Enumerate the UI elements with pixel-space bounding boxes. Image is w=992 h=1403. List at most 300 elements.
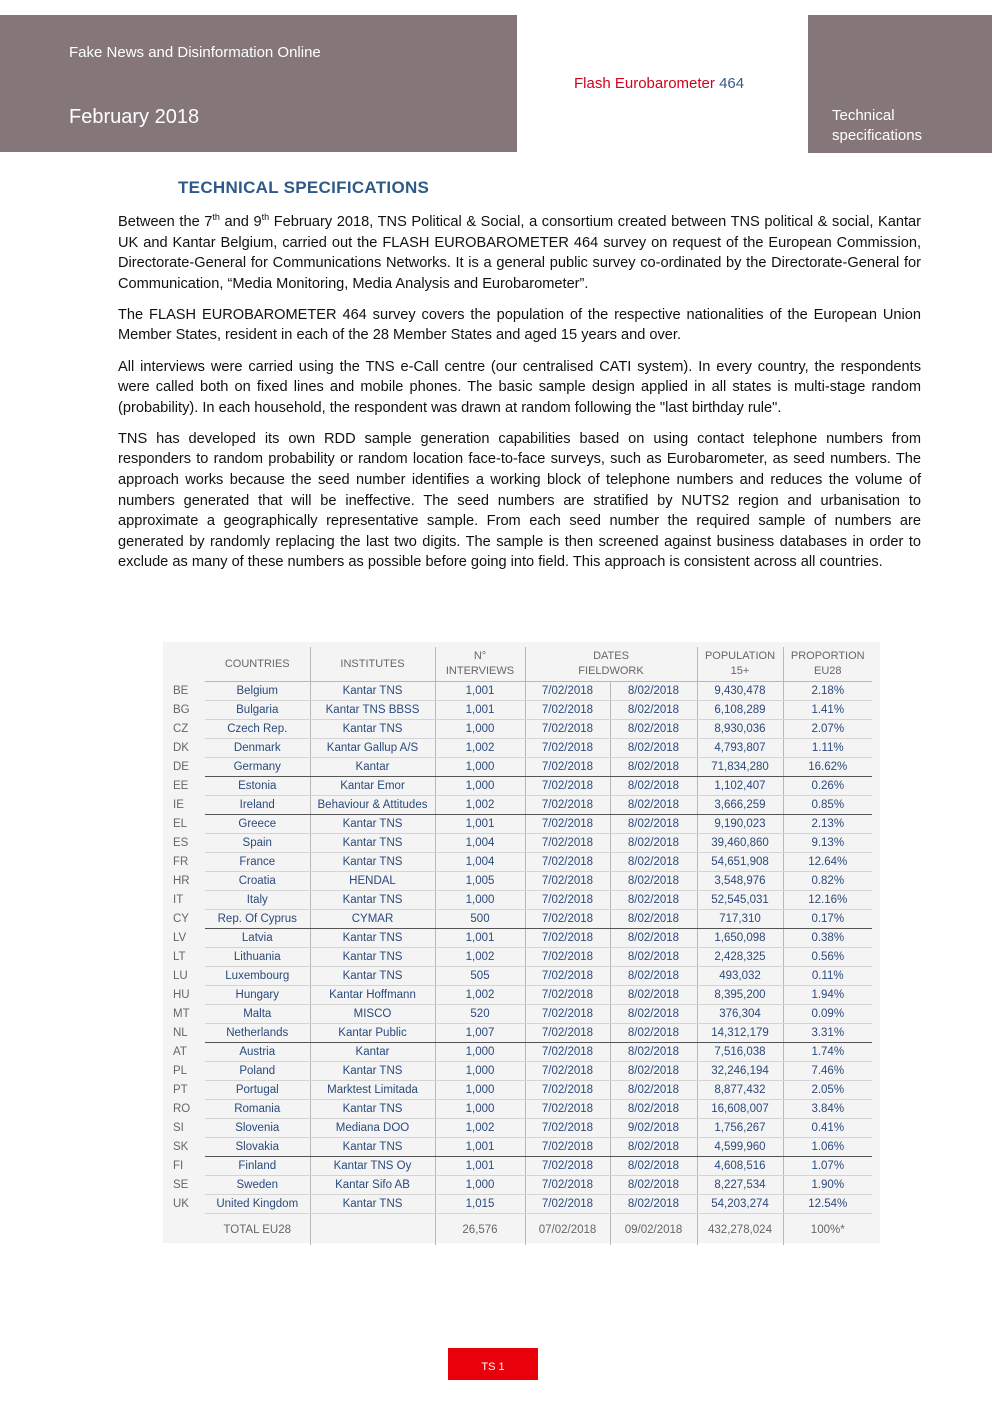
table-row	[163, 910, 880, 929]
total-start-cell: 07/02/2018	[525, 1214, 610, 1246]
row-spacer	[872, 796, 880, 815]
fieldwork-start-cell: 7/02/2018	[525, 853, 610, 872]
population-cell: 52,545,031	[697, 891, 783, 910]
population-cell: 1,650,098	[697, 929, 783, 948]
institute-cell: Kantar TNS	[310, 1062, 435, 1081]
proportion-cell: 1.06%	[783, 1138, 872, 1157]
population-cell: 376,304	[697, 1005, 783, 1024]
table-row	[163, 986, 880, 1005]
institute-cell: Kantar TNS	[310, 948, 435, 967]
interviews-cell: 1,002	[435, 1119, 525, 1138]
fieldwork-start-cell: 7/02/2018	[525, 1024, 610, 1043]
section-label: Technical specifications	[832, 107, 923, 144]
country-code-cell: RO	[173, 1103, 191, 1115]
population-cell: 7,516,038	[697, 1043, 783, 1062]
total-code-cell	[163, 1214, 205, 1246]
country-code-cell: MT	[173, 1008, 190, 1020]
interviews-cell: 1,007	[435, 1024, 525, 1043]
fieldwork-start-cell: 7/02/2018	[525, 1081, 610, 1100]
proportion-cell: 3.84%	[783, 1100, 872, 1119]
population-cell: 8,877,432	[697, 1081, 783, 1100]
fieldwork-start-cell: 7/02/2018	[525, 758, 610, 777]
country-cell: Slovenia	[205, 1119, 310, 1138]
country-cell: Rep. Of Cyprus	[205, 910, 310, 929]
table-row	[163, 872, 880, 891]
row-spacer	[872, 929, 880, 948]
country-cell: Poland	[205, 1062, 310, 1081]
institute-cell: CYMAR	[310, 910, 435, 929]
country-code-cell: NL	[173, 1027, 188, 1039]
institute-cell: Kantar TNS	[310, 834, 435, 853]
body-text	[118, 212, 921, 584]
fieldwork-end-cell: 8/02/2018	[610, 1100, 697, 1119]
population-cell: 16,608,007	[697, 1100, 783, 1119]
proportion-cell: 0.17%	[783, 910, 872, 929]
proportion-cell: 0.26%	[783, 777, 872, 796]
fieldwork-end-cell: 8/02/2018	[610, 1157, 697, 1176]
country-code-cell: ES	[173, 837, 189, 849]
row-spacer	[872, 1024, 880, 1043]
row-spacer	[872, 1100, 880, 1119]
total-proportion-cell: 100%*	[783, 1214, 872, 1246]
page-number-badge: TS 1	[448, 1348, 538, 1380]
fieldwork-start-cell: 7/02/2018	[525, 1157, 610, 1176]
population-cell: 32,246,194	[697, 1062, 783, 1081]
population-cell: 8,227,534	[697, 1176, 783, 1195]
interviews-cell: 1,004	[435, 853, 525, 872]
paragraph-1	[118, 212, 921, 294]
country-cell: Spain	[205, 834, 310, 853]
total-interviews-cell: 26,576	[435, 1214, 525, 1246]
country-code-cell: IT	[173, 894, 184, 906]
country-cell: Malta	[205, 1005, 310, 1024]
country-code-cell: SK	[173, 1141, 189, 1153]
institute-cell: MISCO	[310, 1005, 435, 1024]
population-cell: 6,108,289	[697, 701, 783, 720]
table-header-row	[163, 647, 880, 682]
fieldwork-end-cell: 8/02/2018	[610, 739, 697, 758]
institute-cell: Kantar TNS	[310, 929, 435, 948]
institute-cell: Kantar TNS	[310, 853, 435, 872]
population-cell: 54,651,908	[697, 853, 783, 872]
interviews-cell: 1,001	[435, 929, 525, 948]
country-cell: Belgium	[205, 682, 310, 701]
row-spacer	[872, 986, 880, 1005]
row-spacer	[872, 872, 880, 891]
country-code-cell: SE	[173, 1179, 189, 1191]
population-cell: 14,312,179	[697, 1024, 783, 1043]
population-cell: 2,428,325	[697, 948, 783, 967]
fieldwork-start-cell: 7/02/2018	[525, 1195, 610, 1214]
total-institute-cell	[310, 1214, 435, 1246]
country-cell: France	[205, 853, 310, 872]
proportion-cell: 1.41%	[783, 701, 872, 720]
total-end-cell: 09/02/2018	[610, 1214, 697, 1246]
population-cell: 4,599,960	[697, 1138, 783, 1157]
proportion-cell: 2.13%	[783, 815, 872, 834]
interviews-cell: 500	[435, 910, 525, 929]
country-code-cell: CY	[173, 913, 189, 925]
proportion-cell: 0.38%	[783, 929, 872, 948]
header-proportion	[783, 647, 872, 682]
proportion-cell: 12.64%	[783, 853, 872, 872]
country-code-cell: LU	[173, 970, 188, 982]
header-proportion-line1: PROPORTION	[790, 650, 865, 662]
proportion-cell: 3.31%	[783, 1024, 872, 1043]
p1-sup-1: th	[212, 212, 220, 223]
total-label-cell: TOTAL EU28	[223, 1223, 292, 1236]
population-cell: 9,190,023	[697, 815, 783, 834]
country-code-cell: HR	[173, 875, 190, 887]
country-code-cell: AT	[173, 1046, 187, 1058]
proportion-cell: 0.82%	[783, 872, 872, 891]
header-interviews-line1: N°	[473, 650, 487, 662]
row-spacer	[872, 1176, 880, 1195]
fieldwork-start-cell: 7/02/2018	[525, 948, 610, 967]
country-cell: Portugal	[205, 1081, 310, 1100]
table-row	[163, 758, 880, 777]
table-row	[163, 1043, 880, 1062]
table-row	[163, 701, 880, 720]
fieldwork-start-cell: 7/02/2018	[525, 1043, 610, 1062]
proportion-cell: 1.07%	[783, 1157, 872, 1176]
institute-cell: Kantar Hoffmann	[310, 986, 435, 1005]
country-code-cell: FR	[173, 856, 189, 868]
population-cell: 1,756,267	[697, 1119, 783, 1138]
country-cell: Italy	[205, 891, 310, 910]
table-row	[163, 853, 880, 872]
series-number: 464	[719, 75, 745, 92]
fieldwork-end-cell: 8/02/2018	[610, 758, 697, 777]
institute-cell: Kantar Sifo AB	[310, 1176, 435, 1195]
institute-cell: Marktest Limitada	[310, 1081, 435, 1100]
interviews-cell: 1,002	[435, 739, 525, 758]
institute-cell: Kantar Public	[310, 1024, 435, 1043]
table-row	[163, 1062, 880, 1081]
fieldwork-end-cell: 8/02/2018	[610, 701, 697, 720]
institute-cell: Kantar TNS Oy	[310, 1157, 435, 1176]
proportion-cell: 12.54%	[783, 1195, 872, 1214]
population-cell: 1,102,407	[697, 777, 783, 796]
header-dates-line1: DATES	[593, 650, 629, 662]
fieldwork-end-cell: 8/02/2018	[610, 1043, 697, 1062]
fieldwork-end-cell: 8/02/2018	[610, 1062, 697, 1081]
table-row	[163, 891, 880, 910]
country-cell: Latvia	[205, 929, 310, 948]
fieldwork-start-cell: 7/02/2018	[525, 796, 610, 815]
table-row	[163, 1176, 880, 1195]
row-spacer	[872, 1005, 880, 1024]
country-code-cell: BG	[173, 704, 190, 716]
proportion-cell: 0.41%	[783, 1119, 872, 1138]
header-interviews-line2: INTERVIEWS	[445, 665, 515, 677]
country-code-cell: IE	[173, 799, 184, 811]
population-cell: 4,608,516	[697, 1157, 783, 1176]
institute-cell: Kantar TNS	[310, 967, 435, 986]
fieldwork-start-cell: 7/02/2018	[525, 986, 610, 1005]
institute-cell: Kantar TNS BBSS	[310, 701, 435, 720]
proportion-cell: 1.90%	[783, 1176, 872, 1195]
proportion-cell: 0.85%	[783, 796, 872, 815]
proportion-cell: 16.62%	[783, 758, 872, 777]
fieldwork-start-cell: 7/02/2018	[525, 1138, 610, 1157]
table-row	[163, 948, 880, 967]
institute-cell: Kantar	[310, 1043, 435, 1062]
fieldwork-start-cell: 7/02/2018	[525, 1119, 610, 1138]
fieldwork-end-cell: 8/02/2018	[610, 1024, 697, 1043]
country-code-cell: CZ	[173, 723, 189, 735]
country-code-cell: PL	[173, 1065, 188, 1077]
proportion-cell: 0.56%	[783, 948, 872, 967]
institute-cell: Behaviour & Attitudes	[310, 796, 435, 815]
institute-cell: HENDAL	[310, 872, 435, 891]
table-total-row	[163, 1214, 880, 1246]
proportion-cell: 1.74%	[783, 1043, 872, 1062]
p1-text-b: and 9	[219, 214, 262, 230]
population-cell: 39,460,860	[697, 834, 783, 853]
fieldwork-start-cell: 7/02/2018	[525, 682, 610, 701]
interviews-cell: 1,002	[435, 986, 525, 1005]
header-dates-line2: FIELDWORK	[578, 665, 644, 677]
series-label	[574, 75, 744, 92]
row-spacer	[872, 701, 880, 720]
fieldwork-end-cell: 8/02/2018	[610, 853, 697, 872]
country-code-cell: EE	[173, 780, 189, 792]
fieldwork-start-cell: 7/02/2018	[525, 1062, 610, 1081]
population-cell: 8,395,200	[697, 986, 783, 1005]
fieldwork-end-cell: 8/02/2018	[610, 834, 697, 853]
proportion-cell: 7.46%	[783, 1062, 872, 1081]
country-cell: Slovakia	[205, 1138, 310, 1157]
row-spacer	[872, 758, 880, 777]
country-cell: Czech Rep.	[205, 720, 310, 739]
row-spacer	[872, 682, 880, 701]
page-heading: TECHNICAL SPECIFICATIONS	[178, 178, 430, 197]
fieldwork-start-cell: 7/02/2018	[525, 967, 610, 986]
country-cell: Sweden	[205, 1176, 310, 1195]
population-cell: 493,032	[697, 967, 783, 986]
institute-cell: Kantar TNS	[310, 1138, 435, 1157]
fieldwork-end-cell: 8/02/2018	[610, 796, 697, 815]
country-cell: Ireland	[205, 796, 310, 815]
country-code-cell: LV	[173, 932, 187, 944]
proportion-cell: 9.13%	[783, 834, 872, 853]
fieldwork-end-cell: 9/02/2018	[610, 1119, 697, 1138]
fieldwork-start-cell: 7/02/2018	[525, 1005, 610, 1024]
table-row	[163, 967, 880, 986]
fieldwork-end-cell: 8/02/2018	[610, 929, 697, 948]
country-cell: Finland	[205, 1157, 310, 1176]
table-body	[163, 682, 880, 1246]
fieldwork-end-cell: 8/02/2018	[610, 986, 697, 1005]
fieldwork-start-cell: 7/02/2018	[525, 720, 610, 739]
interviews-cell: 1,001	[435, 1138, 525, 1157]
paragraph-4: TNS has developed its own RDD sample generation capabilities based on using contact telephone numbers from responders to random probability or random location face-to-face surveys, such as Eurobarometer, as seed numbers. The approach works because the seed number identifies a working block of telephone numbers and reduces the volume of numbers generated that will be ineffective. The seed numbers are stratified by NUTS2 region and urbanisation to approximate a geographically representative sample. From each seed number the required sample of numbers are generated by randomly replacing the last two digits. The sample is then screened against business databases in order to exclude as many of these numbers as possible before going into field. This approach is consistent across all countries.	[118, 430, 921, 571]
fieldwork-end-cell: 8/02/2018	[610, 910, 697, 929]
institute-cell: Kantar Gallup A/S	[310, 739, 435, 758]
fieldwork-start-cell: 7/02/2018	[525, 701, 610, 720]
table-row	[163, 834, 880, 853]
proportion-cell: 12.16%	[783, 891, 872, 910]
country-cell: Croatia	[205, 872, 310, 891]
institute-cell: Kantar TNS	[310, 682, 435, 701]
interviews-cell: 1,001	[435, 701, 525, 720]
fieldwork-start-cell: 7/02/2018	[525, 739, 610, 758]
fieldwork-start-cell: 7/02/2018	[525, 929, 610, 948]
country-cell: United Kingdom	[205, 1195, 310, 1214]
institute-cell: Kantar TNS	[310, 1100, 435, 1119]
fieldwork-end-cell: 8/02/2018	[610, 1081, 697, 1100]
report-title: Fake News and Disinformation Online	[69, 44, 321, 61]
country-code-cell: LT	[173, 951, 186, 963]
interviews-cell: 1,000	[435, 720, 525, 739]
fieldwork-start-cell: 7/02/2018	[525, 1176, 610, 1195]
fieldwork-end-cell: 8/02/2018	[610, 1176, 697, 1195]
paragraph-3: All interviews were carried using the TNS e-Call centre (our centralised CATI system). In every country, the respondents were called both on fixed lines and mobile phones. The basic sample design applied in all states is multi-stage random (probability). In each household, the respondent was drawn at random following the "last birthday rule".	[118, 358, 921, 416]
fieldwork-end-cell: 8/02/2018	[610, 967, 697, 986]
table-row	[163, 1195, 880, 1214]
country-code-cell: DK	[173, 742, 189, 754]
row-spacer	[872, 1062, 880, 1081]
paragraph-2: The FLASH EUROBAROMETER 464 survey covers the population of the respective nationalities of the European Union Member States, resident in each of the 28 Member States and aged 15 years and over.	[118, 306, 921, 344]
proportion-cell: 1.94%	[783, 986, 872, 1005]
country-cell: Hungary	[205, 986, 310, 1005]
institute-cell: Mediana DOO	[310, 1119, 435, 1138]
table-row	[163, 815, 880, 834]
interviews-cell: 1,000	[435, 758, 525, 777]
country-cell: Denmark	[205, 739, 310, 758]
institute-cell: Kantar	[310, 758, 435, 777]
table-row	[163, 1138, 880, 1157]
country-cell: Estonia	[205, 777, 310, 796]
table-row	[163, 739, 880, 758]
population-cell: 4,793,807	[697, 739, 783, 758]
proportion-cell: 0.11%	[783, 967, 872, 986]
fieldwork-start-cell: 7/02/2018	[525, 1100, 610, 1119]
fieldwork-end-cell: 8/02/2018	[610, 777, 697, 796]
row-spacer	[872, 967, 880, 986]
row-spacer	[872, 815, 880, 834]
row-spacer	[872, 1043, 880, 1062]
header-dates	[525, 647, 697, 682]
country-code-cell: FI	[173, 1160, 184, 1172]
proportion-cell: 2.05%	[783, 1081, 872, 1100]
fieldwork-end-cell: 8/02/2018	[610, 815, 697, 834]
row-spacer	[872, 910, 880, 929]
population-cell: 54,203,274	[697, 1195, 783, 1214]
country-code-cell: BE	[173, 685, 189, 697]
country-code-cell: DE	[173, 761, 189, 773]
fieldwork-start-cell: 7/02/2018	[525, 891, 610, 910]
institute-cell: Kantar TNS	[310, 815, 435, 834]
interviews-cell: 1,000	[435, 1100, 525, 1119]
row-spacer	[872, 1195, 880, 1214]
country-cell: Greece	[205, 815, 310, 834]
table-row	[163, 720, 880, 739]
population-cell: 717,310	[697, 910, 783, 929]
fieldwork-end-cell: 8/02/2018	[610, 891, 697, 910]
row-spacer	[872, 1157, 880, 1176]
interviews-cell: 1,000	[435, 1062, 525, 1081]
interviews-cell: 1,005	[435, 872, 525, 891]
fieldwork-start-cell: 7/02/2018	[525, 777, 610, 796]
institute-cell: Kantar Emor	[310, 777, 435, 796]
header-code	[163, 647, 205, 682]
p1-text-a: Between the 7	[118, 214, 213, 230]
row-spacer	[872, 1138, 880, 1157]
country-code-cell: EL	[173, 818, 188, 830]
specifications-table	[163, 647, 880, 1245]
row-spacer	[872, 720, 880, 739]
row-spacer	[872, 853, 880, 872]
fieldwork-end-cell: 8/02/2018	[610, 1138, 697, 1157]
fieldwork-end-cell: 8/02/2018	[610, 948, 697, 967]
row-spacer	[872, 891, 880, 910]
country-code-cell: PT	[173, 1084, 188, 1096]
table-row	[163, 796, 880, 815]
country-cell: Netherlands	[205, 1024, 310, 1043]
interviews-cell: 1,004	[435, 834, 525, 853]
population-cell: 71,834,280	[697, 758, 783, 777]
row-spacer	[872, 1119, 880, 1138]
table-row	[163, 1081, 880, 1100]
proportion-cell: 2.18%	[783, 682, 872, 701]
proportion-cell: 0.09%	[783, 1005, 872, 1024]
header-population	[697, 647, 783, 682]
country-code-cell: HU	[173, 989, 190, 1001]
table-row	[163, 777, 880, 796]
row-spacer	[872, 948, 880, 967]
row-spacer	[872, 739, 880, 758]
interviews-cell: 1,000	[435, 1043, 525, 1062]
interviews-cell: 505	[435, 967, 525, 986]
institute-cell: Kantar TNS	[310, 720, 435, 739]
population-cell: 9,430,478	[697, 682, 783, 701]
row-spacer	[872, 1081, 880, 1100]
country-code-cell: UK	[173, 1198, 189, 1210]
interviews-cell: 1,001	[435, 682, 525, 701]
row-spacer	[872, 834, 880, 853]
table-row	[163, 929, 880, 948]
series-name: Flash Eurobarometer	[574, 75, 715, 92]
p1-text-c: February 2018, TNS Political & Social, a consortium created between TNS political & social, Kantar UK and Kantar Belgium, carried out the FLASH EUROBAROMETER 464 survey on request of the European Commission, Directorate-General for Communications Networks. It is a general public survey co-ordinated by the Directorate-General for Communication, “Media Monitoring, Media Analysis and Eurobarometer”.	[118, 214, 921, 292]
country-cell: Luxembourg	[205, 967, 310, 986]
p1-sup-2: th	[261, 212, 270, 223]
interviews-cell: 1,015	[435, 1195, 525, 1214]
header-interviews	[435, 647, 525, 682]
proportion-cell: 1.11%	[783, 739, 872, 758]
interviews-cell: 520	[435, 1005, 525, 1024]
fieldwork-end-cell: 8/02/2018	[610, 1195, 697, 1214]
header-population-line2: 15+	[730, 665, 750, 677]
fieldwork-end-cell: 8/02/2018	[610, 720, 697, 739]
interviews-cell: 1,000	[435, 1081, 525, 1100]
fieldwork-start-cell: 7/02/2018	[525, 910, 610, 929]
fieldwork-start-cell: 7/02/2018	[525, 872, 610, 891]
interviews-cell: 1,001	[435, 1157, 525, 1176]
population-cell: 3,548,976	[697, 872, 783, 891]
country-cell: Romania	[205, 1100, 310, 1119]
institute-cell: Kantar TNS	[310, 1195, 435, 1214]
country-code-cell: SI	[173, 1122, 184, 1134]
table-row	[163, 1024, 880, 1043]
interviews-cell: 1,000	[435, 1176, 525, 1195]
country-cell: Lithuania	[205, 948, 310, 967]
interviews-cell: 1,002	[435, 796, 525, 815]
population-cell: 8,930,036	[697, 720, 783, 739]
institute-cell: Kantar TNS	[310, 891, 435, 910]
header-proportion-line2: EU28	[813, 665, 842, 677]
